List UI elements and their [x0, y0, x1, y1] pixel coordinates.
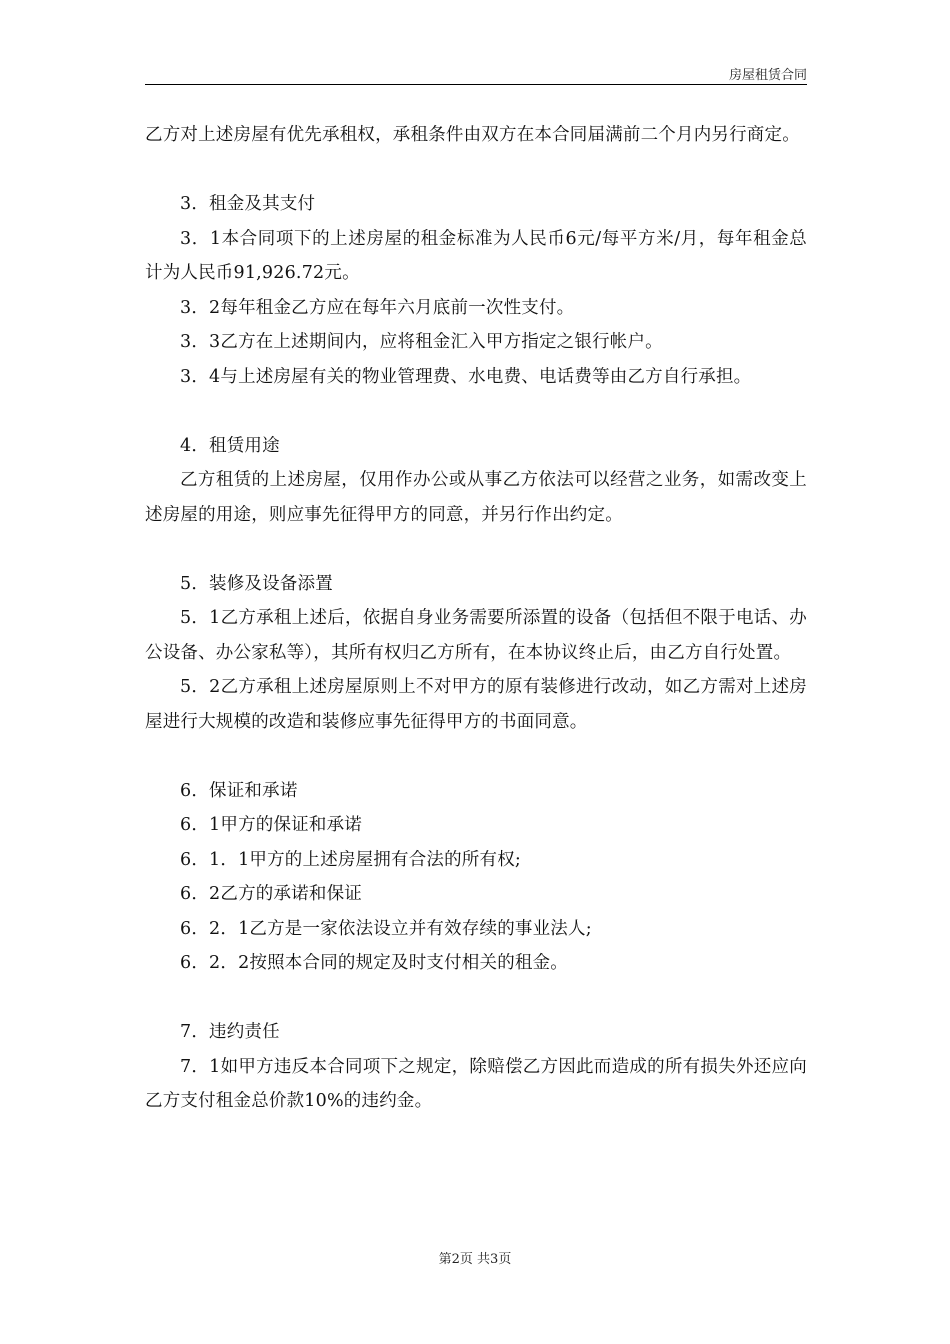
- spacer: [145, 981, 807, 1016]
- document-body: [145, 118, 807, 1119]
- clause-3-4: 3．4与上述房屋有关的物业管理费、水电费、电话费等由乙方自行承担。: [180, 366, 752, 387]
- page-number: 第2页 共3页: [438, 1252, 512, 1267]
- page-header: [145, 60, 807, 85]
- section-4-title: 4．租赁用途: [180, 435, 280, 456]
- continued-paragraph: 乙方对上述房屋有优先承租权，承租条件由双方在本合同届满前二个月内另行商定。: [145, 125, 800, 145]
- spacer: [145, 153, 807, 188]
- clause-6-1-1: 6．1．1甲方的上述房屋拥有合法的所有权;: [180, 849, 521, 870]
- section-7-title: 7．违约责任: [180, 1022, 280, 1042]
- section-6-title: 6．保证和承诺: [180, 780, 298, 801]
- clause-4-text: 乙方租赁的上述房屋，仅用作办公或从事乙方依法可以经营之业务，如需改变上述房屋的用途，则应事先征得甲方的同意，并另行作出约定。: [145, 470, 807, 525]
- header-title: 房屋租赁合同: [728, 68, 807, 83]
- clause-5-1: 5．1乙方承租上述后，依据自身业务需要所添置的设备（包括但不限于电话、办公设备、办公家私等），其所有权归乙方所有，在本协议终止后，由乙方自行处置。: [145, 608, 807, 663]
- spacer: [145, 394, 807, 429]
- section-5-title: 5．装修及设备添置: [180, 573, 333, 594]
- spacer: [145, 739, 807, 774]
- clause-3-3: 3．3乙方在上述期间内，应将租金汇入甲方指定之银行帐户。: [180, 332, 663, 352]
- section-3-title: 3．租金及其支付: [180, 194, 316, 214]
- clause-6-2: 6．2乙方的承诺和保证: [180, 884, 362, 904]
- clause-3-1: 3．1本合同项下的上述房屋的租金标准为人民币6元/每平方米/月，每年租金总计为人民币91,926.72元。: [145, 228, 807, 283]
- clause-6-2-1: 6．2．1乙方是一家依法设立并有效存续的事业法人;: [180, 918, 592, 939]
- clause-5-2: 5．2乙方承租上述房屋原则上不对甲方的原有装修进行改动，如乙方需对上述房屋进行大规模的改造和装修应事先征得甲方的书面同意。: [145, 677, 807, 732]
- clause-7-1: 7．1如甲方违反本合同项下之规定，除赔偿乙方因此而造成的所有损失外还应向乙方支付租金总价款10%的违约金。: [145, 1056, 807, 1111]
- spacer: [145, 532, 807, 567]
- clause-6-1: 6．1甲方的保证和承诺: [180, 815, 362, 835]
- clause-6-2-2: 6．2．2按照本合同的规定及时支付相关的租金。: [180, 953, 569, 973]
- clause-3-2: 3．2每年租金乙方应在每年六月底前一次性支付。: [180, 297, 575, 318]
